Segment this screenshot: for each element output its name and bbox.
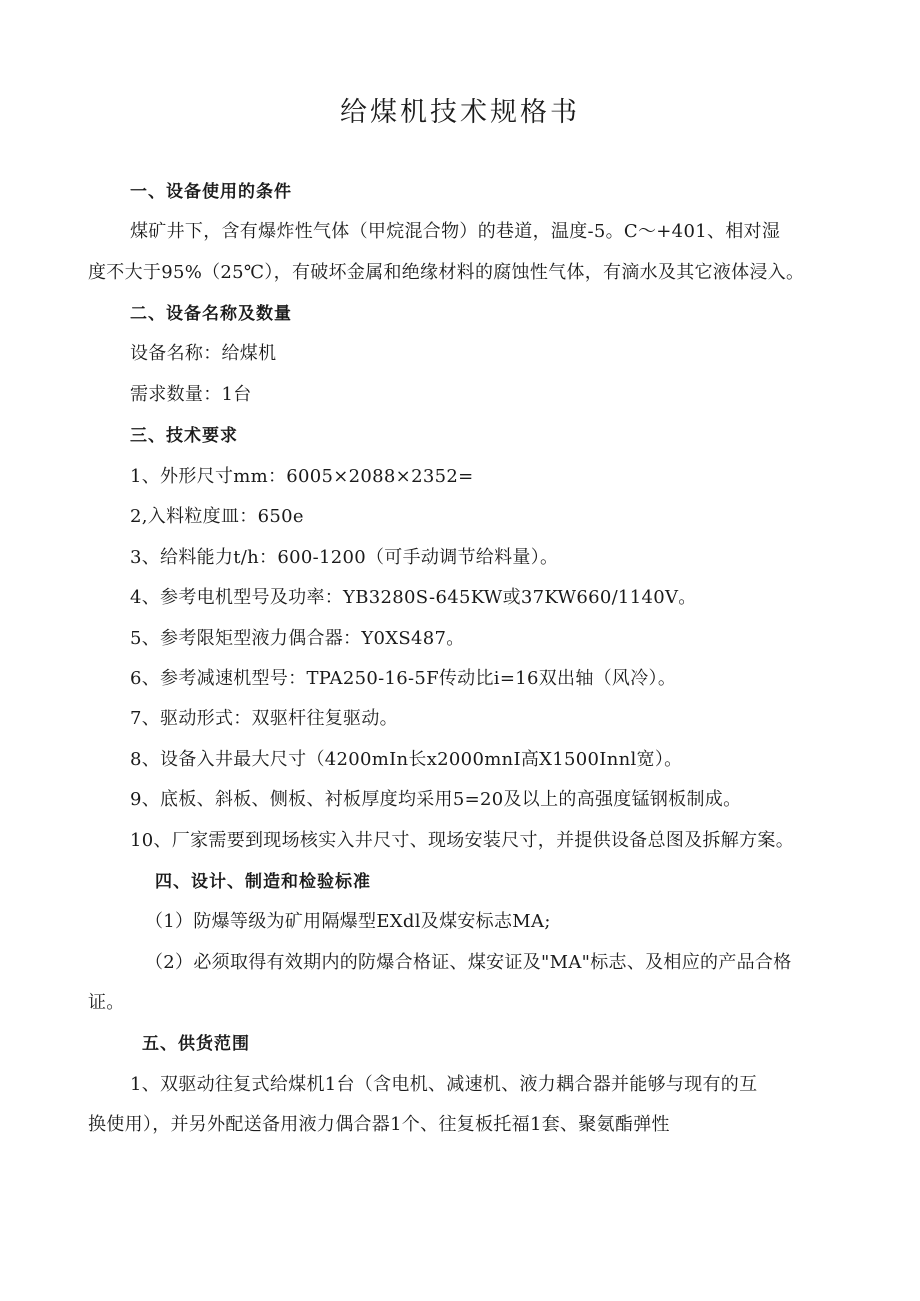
section-heading-technical-requirements: 三、技术要求 [130, 426, 238, 446]
standards-item-2-line-2: 证。 [88, 992, 125, 1013]
requirement-item: 8、设备入井最大尺寸（4200mIn长x2000mnI高X1500Innl宽）。 [130, 749, 683, 770]
requirement-item: 7、驱动形式：双驱杆往复驱动。 [130, 708, 398, 729]
requirement-item: 5、参考限矩型液力偶合器：Y0XS487。 [130, 628, 465, 649]
supply-item-1-line-1: 1、双驱动往复式给煤机1台（含电机、减速机、液力耦合器并能够与现有的互 [130, 1074, 758, 1095]
equipment-quantity-line: 需求数量：1台 [130, 384, 252, 405]
section-heading-standards: 四、设计、制造和检验标准 [155, 872, 371, 892]
standards-item-1: （1）防爆等级为矿用隔爆型EXdl及煤安标志MA; [145, 911, 551, 932]
requirement-item: 4、参考电机型号及功率：YB3280S-645KW或37KW660/1140V。 [130, 587, 697, 608]
requirement-item: 9、底板、斜板、侧板、衬板厚度均采用5=20及以上的高强度锰钢板制成。 [130, 789, 742, 810]
section-heading-supply-scope: 五、供货范围 [142, 1034, 250, 1054]
requirement-item: 1、外形尺寸mm：6005×2088×2352= [130, 466, 474, 487]
section-heading-conditions: 一、设备使用的条件 [130, 182, 292, 202]
document-title: 给煤机技术规格书 [340, 97, 580, 128]
requirement-item: 3、给料能力t/h：600-1200（可手动调节给料量）。 [130, 547, 559, 568]
standards-item-2-line-1: （2）必须取得有效期内的防爆合格证、煤安证及"MA"标志、及相应的产品合格 [145, 952, 792, 973]
requirement-item: 10、厂家需要到现场核实入井尺寸、现场安装尺寸，并提供设备总图及拆解方案。 [130, 830, 795, 851]
supply-item-1-line-2: 换使用），并另外配送备用液力偶合器1个、往复板托福1套、聚氨酯弹性 [88, 1114, 670, 1135]
equipment-name-line: 设备名称：给煤机 [130, 343, 277, 364]
requirement-item: 6、参考减速机型号：TPA250-16-5F传动比i=16双出轴（风冷）。 [130, 668, 677, 689]
requirement-item: 2,入料粒度皿：650e [130, 506, 304, 527]
conditions-paragraph-line-1: 煤矿井下，含有爆炸性气体（甲烷混合物）的巷道，温度-5。C～+401、相对湿 [130, 221, 781, 242]
section-heading-equipment-name: 二、设备名称及数量 [130, 304, 292, 324]
conditions-paragraph-line-2: 度不大于95%（25℃），有破坏金属和绝缘材料的腐蚀性气体，有滴水及其它液体浸入。 [88, 262, 805, 283]
